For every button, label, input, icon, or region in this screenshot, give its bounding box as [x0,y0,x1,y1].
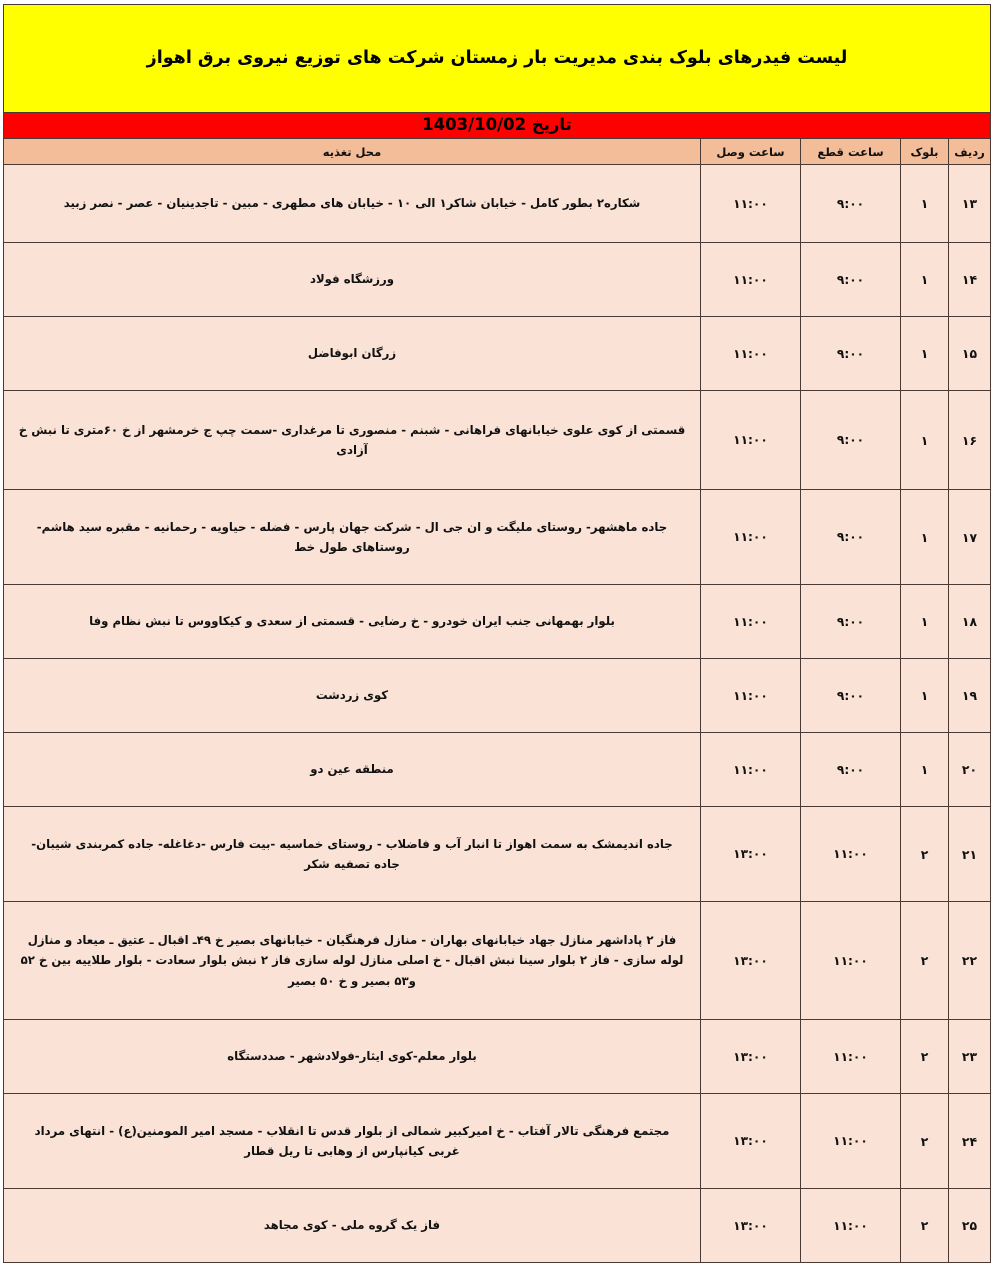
table-header-group [4,5,991,139]
cell-block: ۲ [901,1020,949,1094]
table-row [4,490,991,585]
cell-radif: ۲۱ [949,807,991,902]
cell-on-time: ۱۳:۰۰ [701,1020,801,1094]
table-row [4,1189,991,1263]
cell-block: ۱ [901,659,949,733]
cell-feeder: جاده ماهشهر- روستای ملیگت و ان جی ال - شرکت جهان پارس - فضله - حیاویه - رحمانیه - مقبره سید هاشم- روستاهای طول خط [4,490,701,585]
table-row [4,1020,991,1094]
cell-feeder: فاز یک گروه ملی - کوی مجاهد [4,1189,701,1263]
cell-feeder: شکاره۲ بطور کامل - خیابان شاکر۱ الی ۱۰ - خیابان های مطهری - مبین - تاجدینیان - عصر - نصر زبید [4,165,701,243]
cell-radif: ۱۸ [949,585,991,659]
cell-block: ۲ [901,1094,949,1189]
cell-radif: ۲۵ [949,1189,991,1263]
table-row [4,659,991,733]
outage-schedule-table [3,4,991,1263]
cell-on-time: ۱۳:۰۰ [701,902,801,1020]
cell-block: ۲ [901,1189,949,1263]
table-row [4,902,991,1020]
cell-radif: ۲۲ [949,902,991,1020]
cell-feeder: فاز ۲ پاداشهر منازل جهاد خیابانهای بهاران - منازل فرهنگیان - خیابانهای بصیر خ ۴۹ـ اقبال ـ عتیق ـ میعاد و منازل لوله سازی - فاز ۲ بلوار سینا نبش اقبال - خ اصلی منازل لوله سازی فاز ۲ نبش بلوار سعادت - بلوار طلاییه بین خ ۵۲ و۵۳ بصیر و خ ۵۰ بصیر [4,902,701,1020]
cell-feeder: مجتمع فرهنگی تالار آفتاب - خ امیرکبیر شمالی از بلوار قدس تا انقلاب - مسجد امیر المومنین(ع) - انتهای مرداد غربی کیانپارس از وهابی تا ریل قطار [4,1094,701,1189]
cell-on-time: ۱۳:۰۰ [701,1189,801,1263]
schedule-date: تاریخ 1403/10/02 [422,115,572,134]
cell-radif: ۱۴ [949,243,991,317]
cell-on-time: ۱۳:۰۰ [701,1094,801,1189]
cell-off-time: ۱۱:۰۰ [801,1189,901,1263]
table-row [4,391,991,490]
table-row [4,1094,991,1189]
cell-off-time: ۹:۰۰ [801,317,901,391]
banner-row [4,5,991,113]
table-row [4,243,991,317]
cell-feeder: منطقه عین دو [4,733,701,807]
cell-off-time: ۹:۰۰ [801,585,901,659]
column-header-on-time: ساعت وصل [701,139,801,165]
cell-block: ۲ [901,807,949,902]
cell-feeder: کوی زردشت [4,659,701,733]
cell-on-time: ۱۱:۰۰ [701,659,801,733]
date-row [4,113,991,139]
cell-feeder: زرگان ابوفاضل [4,317,701,391]
cell-off-time: ۱۱:۰۰ [801,1020,901,1094]
cell-block: ۱ [901,165,949,243]
cell-off-time: ۹:۰۰ [801,243,901,317]
cell-block: ۱ [901,317,949,391]
banner-title-cell [4,5,991,113]
cell-on-time: ۱۱:۰۰ [701,490,801,585]
cell-feeder: بلوار بهمهانی جنب ایران خودرو - خ رضایی - قسمتی از سعدی و کیکاووس تا نبش نظام وفا [4,585,701,659]
cell-off-time: ۱۱:۰۰ [801,807,901,902]
cell-radif: ۱۶ [949,391,991,490]
cell-off-time: ۹:۰۰ [801,659,901,733]
column-header-radif: ردیف [949,139,991,165]
cell-radif: ۱۹ [949,659,991,733]
cell-radif: ۱۵ [949,317,991,391]
table-row [4,733,991,807]
table-row [4,585,991,659]
cell-off-time: ۹:۰۰ [801,490,901,585]
column-header-block: بلوک [901,139,949,165]
table-row [4,807,991,902]
cell-on-time: ۱۱:۰۰ [701,585,801,659]
cell-on-time: ۱۱:۰۰ [701,165,801,243]
cell-on-time: ۱۳:۰۰ [701,807,801,902]
cell-radif: ۱۷ [949,490,991,585]
cell-block: ۱ [901,490,949,585]
cell-block: ۱ [901,585,949,659]
cell-block: ۲ [901,902,949,1020]
column-header-off-time: ساعت قطع [801,139,901,165]
table-body [4,165,991,1263]
cell-on-time: ۱۱:۰۰ [701,243,801,317]
cell-off-time: ۹:۰۰ [801,391,901,490]
column-header-row [4,139,991,165]
cell-block: ۱ [901,243,949,317]
column-header-row-group [4,139,991,165]
cell-on-time: ۱۱:۰۰ [701,317,801,391]
cell-radif: ۱۳ [949,165,991,243]
cell-feeder: ورزشگاه فولاد [4,243,701,317]
page-title: لیست فیدرهای بلوک بندی مدیریت بار زمستان شرکت های توزیع نیروی برق اهواز [146,48,848,69]
cell-on-time: ۱۱:۰۰ [701,391,801,490]
cell-feeder: جاده اندیمشک به سمت اهواز تا انبار آب و فاضلاب - روستای خماسیه -بیت فارس -دغاغله- جاده کمربندی شیبان- جاده تصفیه شکر [4,807,701,902]
cell-off-time: ۹:۰۰ [801,165,901,243]
table-row [4,165,991,243]
cell-off-time: ۹:۰۰ [801,733,901,807]
cell-feeder: قسمتی از کوی علوی خیابانهای فراهانی - شبنم - منصوری تا مرغداری -سمت چپ ج خرمشهر از خ ۶۰متری تا نبش خ آزادی [4,391,701,490]
cell-off-time: ۱۱:۰۰ [801,902,901,1020]
table-row [4,317,991,391]
cell-radif: ۲۳ [949,1020,991,1094]
date-bar-cell [4,113,991,139]
cell-block: ۱ [901,733,949,807]
cell-on-time: ۱۱:۰۰ [701,733,801,807]
cell-radif: ۲۴ [949,1094,991,1189]
cell-feeder: بلوار معلم-کوی ایثار-فولادشهر - صددستگاه [4,1020,701,1094]
cell-block: ۱ [901,391,949,490]
cell-off-time: ۱۱:۰۰ [801,1094,901,1189]
cell-radif: ۲۰ [949,733,991,807]
column-header-feeder: محل تغذیه [4,139,701,165]
